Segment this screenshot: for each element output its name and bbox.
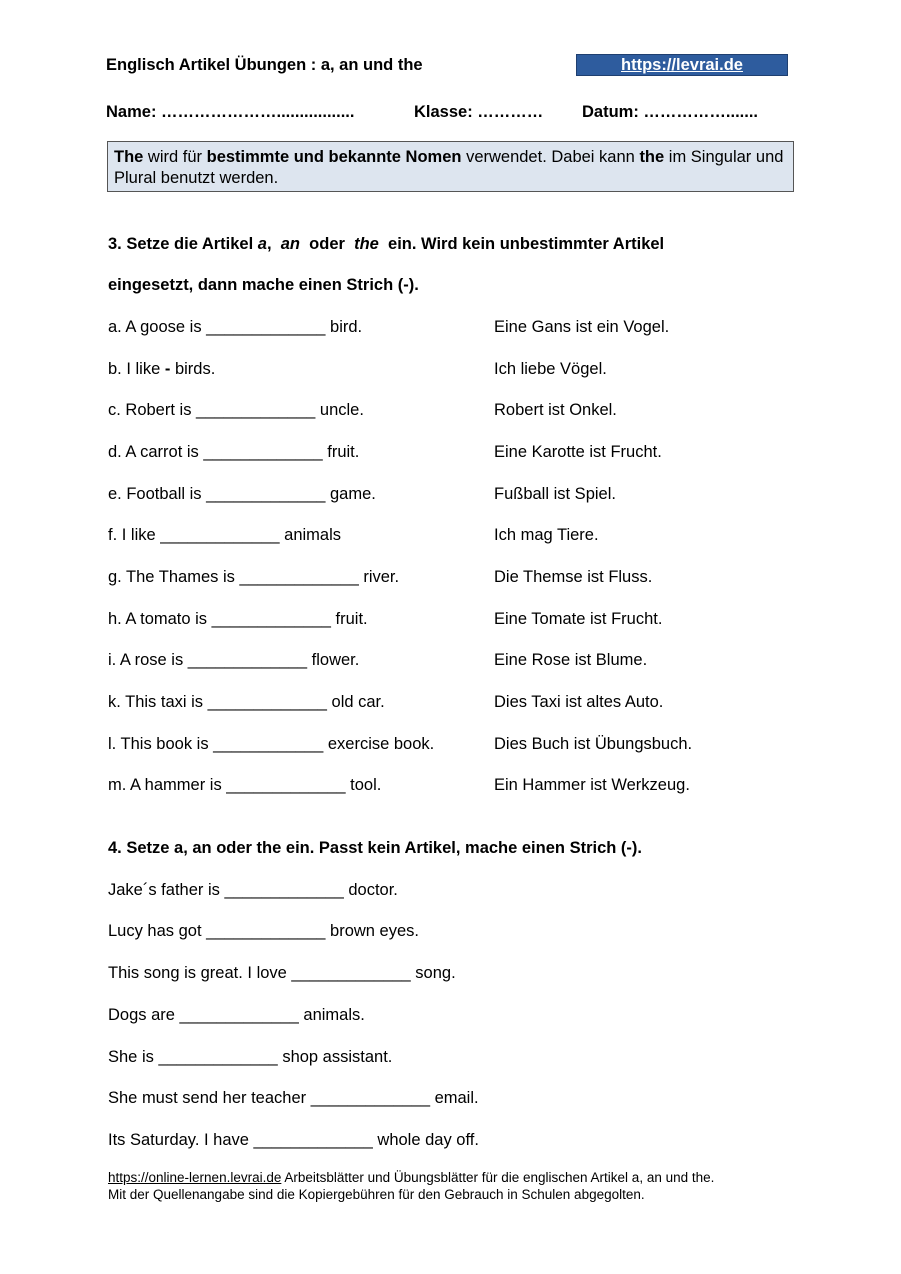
heading-text: oder (300, 235, 355, 253)
exercise4-item: Lucy has got _____________ brown eyes. (108, 922, 419, 940)
info-box (107, 141, 794, 192)
exercise3-item-en: c. Robert is _____________ uncle. (108, 401, 364, 419)
exercise3-item-en (108, 360, 215, 379)
exercise3-item-de: Robert ist Onkel. (494, 401, 617, 419)
exercise4-item: Its Saturday. I have _____________ whole day off. (108, 1131, 479, 1149)
date-field: Datum: ……………....... (582, 103, 759, 121)
exercise3-item-en: e. Football is _____________ game. (108, 485, 376, 503)
exercise4-item: She is _____________ shop assistant. (108, 1048, 393, 1066)
website-link[interactable]: https://levrai.de (621, 56, 743, 74)
exercise3-item-de: Dies Buch ist Übungsbuch. (494, 735, 693, 753)
answer-dash: - (164, 360, 171, 378)
exercise3-item-de: Ein Hammer ist Werkzeug. (494, 776, 690, 794)
exercise3-heading-line2: eingesetzt, dann mache einen Strich (-). (108, 276, 419, 294)
worksheet-title: Englisch Artikel Übungen : a, an und the (106, 56, 423, 74)
exercise3-item-de: Die Themse ist Fluss. (494, 568, 653, 586)
heading-article-the: the (354, 235, 379, 253)
class-field: Klasse: ………… (414, 103, 544, 121)
exercise4-heading: 4. Setze a, an oder the ein. Passt kein Artikel, mache einen Strich (-). (108, 839, 642, 857)
heading-text: ein. Wird kein unbestimmter Artikel (378, 235, 665, 253)
info-the: The (114, 148, 144, 166)
exercise3-item-de: Eine Tomate ist Frucht. (494, 610, 663, 628)
item-text: b. I like (108, 360, 165, 378)
exercise3-item-de: Ich liebe Vögel. (494, 360, 607, 378)
exercise3-item-de: Eine Rose ist Blume. (494, 651, 648, 669)
heading-text: , (266, 235, 281, 253)
footer-line1 (108, 1169, 714, 1186)
exercise3-item-en: l. This book is ____________ exercise book. (108, 735, 435, 753)
info-text: wird für (143, 148, 207, 166)
exercise3-item-en: f. I like _____________ animals (108, 526, 341, 544)
exercise3-item-de: Ich mag Tiere. (494, 526, 599, 544)
info-bold-nouns: bestimmte und bekannte Nomen (206, 148, 462, 166)
exercise4-item: This song is great. I love _____________ song. (108, 964, 456, 982)
heading-article-an: an (280, 235, 300, 253)
exercise4-item: Dogs are _____________ animals. (108, 1006, 365, 1024)
exercise3-item-en: g. The Thames is _____________ river. (108, 568, 400, 586)
info-text: verwendet. Dabei kann (461, 148, 640, 166)
footer-line2: Mit der Quellenangabe sind die Kopiergebühren für den Gebrauch in Schulen abgegolten. (108, 1187, 645, 1202)
exercise3-heading (108, 235, 664, 254)
exercise3-item-de: Fußball ist Spiel. (494, 485, 616, 503)
item-text: birds. (170, 360, 216, 378)
footer-text: Arbeitsblätter und Übungsblätter für die englischen Artikel a, an und the. (281, 1170, 715, 1185)
exercise3-item-en: i. A rose is _____________ flower. (108, 651, 360, 669)
exercise4-item: She must send her teacher _____________ email. (108, 1089, 479, 1107)
footer-link[interactable]: https://online-lernen.levrai.de (108, 1170, 282, 1185)
info-the: the (639, 148, 665, 166)
website-link-box[interactable] (576, 54, 788, 76)
footer (108, 1169, 714, 1203)
name-field: Name: …………………................. (106, 103, 355, 121)
exercise3-item-en: m. A hammer is _____________ tool. (108, 776, 382, 794)
exercise3-item-de: Eine Karotte ist Frucht. (494, 443, 662, 461)
exercise3-item-de: Eine Gans ist ein Vogel. (494, 318, 670, 336)
exercise3-item-de: Dies Taxi ist altes Auto. (494, 693, 664, 711)
exercise3-item-en: a. A goose is _____________ bird. (108, 318, 363, 336)
exercise4-item: Jake´s father is _____________ doctor. (108, 881, 398, 899)
exercise3-item-en: d. A carrot is _____________ fruit. (108, 443, 360, 461)
exercise3-item-en: h. A tomato is _____________ fruit. (108, 610, 368, 628)
heading-text: 3. Setze die Artikel (108, 235, 258, 253)
info-text: im Singular und Plural benutzt werden. (114, 148, 784, 187)
exercise3-item-en: k. This taxi is _____________ old car. (108, 693, 385, 711)
heading-article-a: a (257, 235, 267, 253)
